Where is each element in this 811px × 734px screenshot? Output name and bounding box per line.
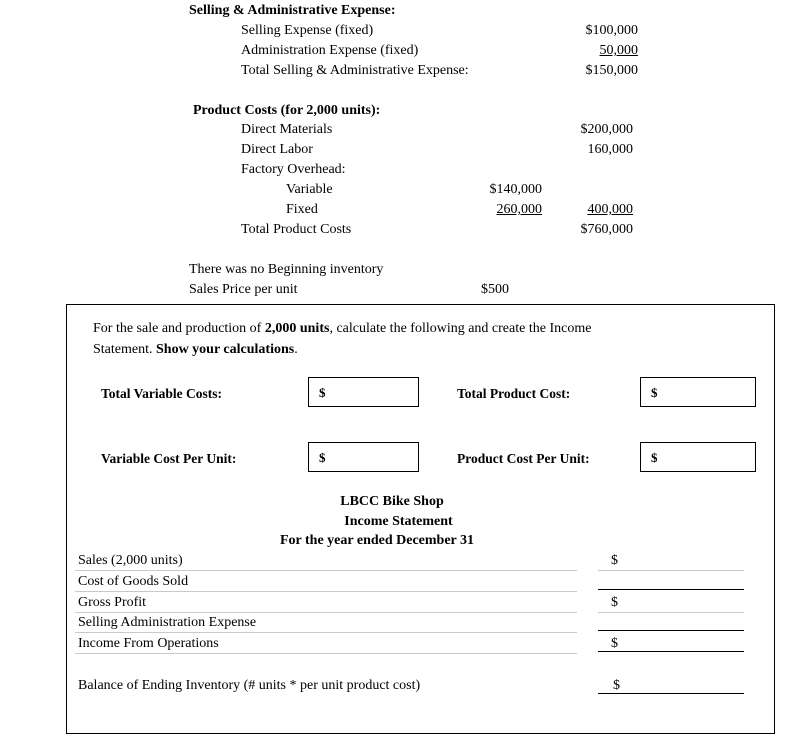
- gross-profit-row-label: Gross Profit: [78, 595, 147, 610]
- cogs-amount-line[interactable]: [598, 589, 744, 590]
- sales-currency: $: [611, 553, 618, 568]
- cogs-row-label: Cost of Goods Sold: [78, 574, 189, 589]
- income-operations-amount-line[interactable]: [598, 651, 744, 652]
- row-divider: [75, 653, 577, 654]
- income-operations-row-label: Income From Operations: [78, 636, 219, 651]
- total-variable-costs-label: Total Variable Costs:: [101, 386, 223, 401]
- direct-labor-label: Direct Labor: [241, 142, 313, 157]
- row-divider: [75, 570, 577, 571]
- gross-profit-currency: $: [611, 595, 618, 610]
- instruction-line-1: For the sale and production of 2,000 units, calculate the following and create the Income: [93, 321, 592, 336]
- inventory-note: There was no Beginning inventory: [189, 262, 384, 277]
- fixed-overhead-value: 260,000: [496, 202, 542, 217]
- variable-overhead-value: $140,000: [489, 182, 542, 197]
- sga-total-label: Total Selling & Administrative Expense:: [241, 63, 469, 78]
- variable-cost-per-unit-label: Variable Cost Per Unit:: [101, 451, 237, 466]
- direct-labor-value: 160,000: [587, 142, 633, 157]
- income-operations-currency: $: [611, 636, 618, 651]
- instruction-line-2: Statement. Show your calculations.: [93, 342, 298, 357]
- direct-materials-value: $200,000: [580, 122, 633, 137]
- product-cost-per-unit-input[interactable]: $: [640, 442, 756, 472]
- row-divider: [75, 632, 577, 633]
- total-variable-costs-input[interactable]: $: [308, 377, 419, 407]
- ending-inventory-currency: $: [613, 678, 620, 693]
- sga-heading: Selling & Administrative Expense:: [189, 3, 396, 18]
- admin-expense-label: Administration Expense (fixed): [241, 43, 419, 58]
- sales-price-value: $500: [481, 282, 509, 297]
- total-product-cost-input[interactable]: $: [640, 377, 756, 407]
- gross-profit-amount-line[interactable]: [598, 612, 744, 613]
- total-product-costs-label: Total Product Costs: [241, 222, 352, 237]
- company-name: LBCC Bike Shop: [340, 494, 444, 509]
- sales-row-label: Sales (2,000 units): [78, 553, 183, 568]
- factory-overhead-total: 400,000: [587, 202, 633, 217]
- selling-admin-row-label: Selling Administration Expense: [78, 615, 257, 630]
- selling-expense-value: $100,000: [585, 23, 638, 38]
- row-divider: [75, 591, 577, 592]
- ending-inventory-label: Balance of Ending Inventory (# units * per unit product cost): [78, 678, 421, 693]
- variable-cost-per-unit-input[interactable]: $: [308, 442, 419, 472]
- row-divider: [75, 612, 577, 613]
- fixed-overhead-label: Fixed: [286, 202, 318, 217]
- sales-price-label: Sales Price per unit: [189, 282, 298, 297]
- product-costs-heading: Product Costs (for 2,000 units):: [193, 103, 381, 118]
- variable-overhead-label: Variable: [286, 182, 333, 197]
- total-product-costs-value: $760,000: [580, 222, 633, 237]
- sga-total-value: $150,000: [585, 63, 638, 78]
- product-cost-per-unit-label: Product Cost Per Unit:: [457, 451, 590, 466]
- factory-overhead-label: Factory Overhead:: [241, 162, 346, 177]
- selling-expense-label: Selling Expense (fixed): [241, 23, 374, 38]
- admin-expense-value: 50,000: [599, 43, 638, 58]
- ending-inventory-amount-line[interactable]: [598, 693, 744, 694]
- sales-amount-line[interactable]: [598, 570, 744, 571]
- statement-period: For the year ended December 31: [280, 533, 475, 548]
- statement-title: Income Statement: [344, 514, 453, 529]
- total-product-cost-label: Total Product Cost:: [457, 386, 571, 401]
- direct-materials-label: Direct Materials: [241, 122, 333, 137]
- selling-admin-amount-line[interactable]: [598, 630, 744, 631]
